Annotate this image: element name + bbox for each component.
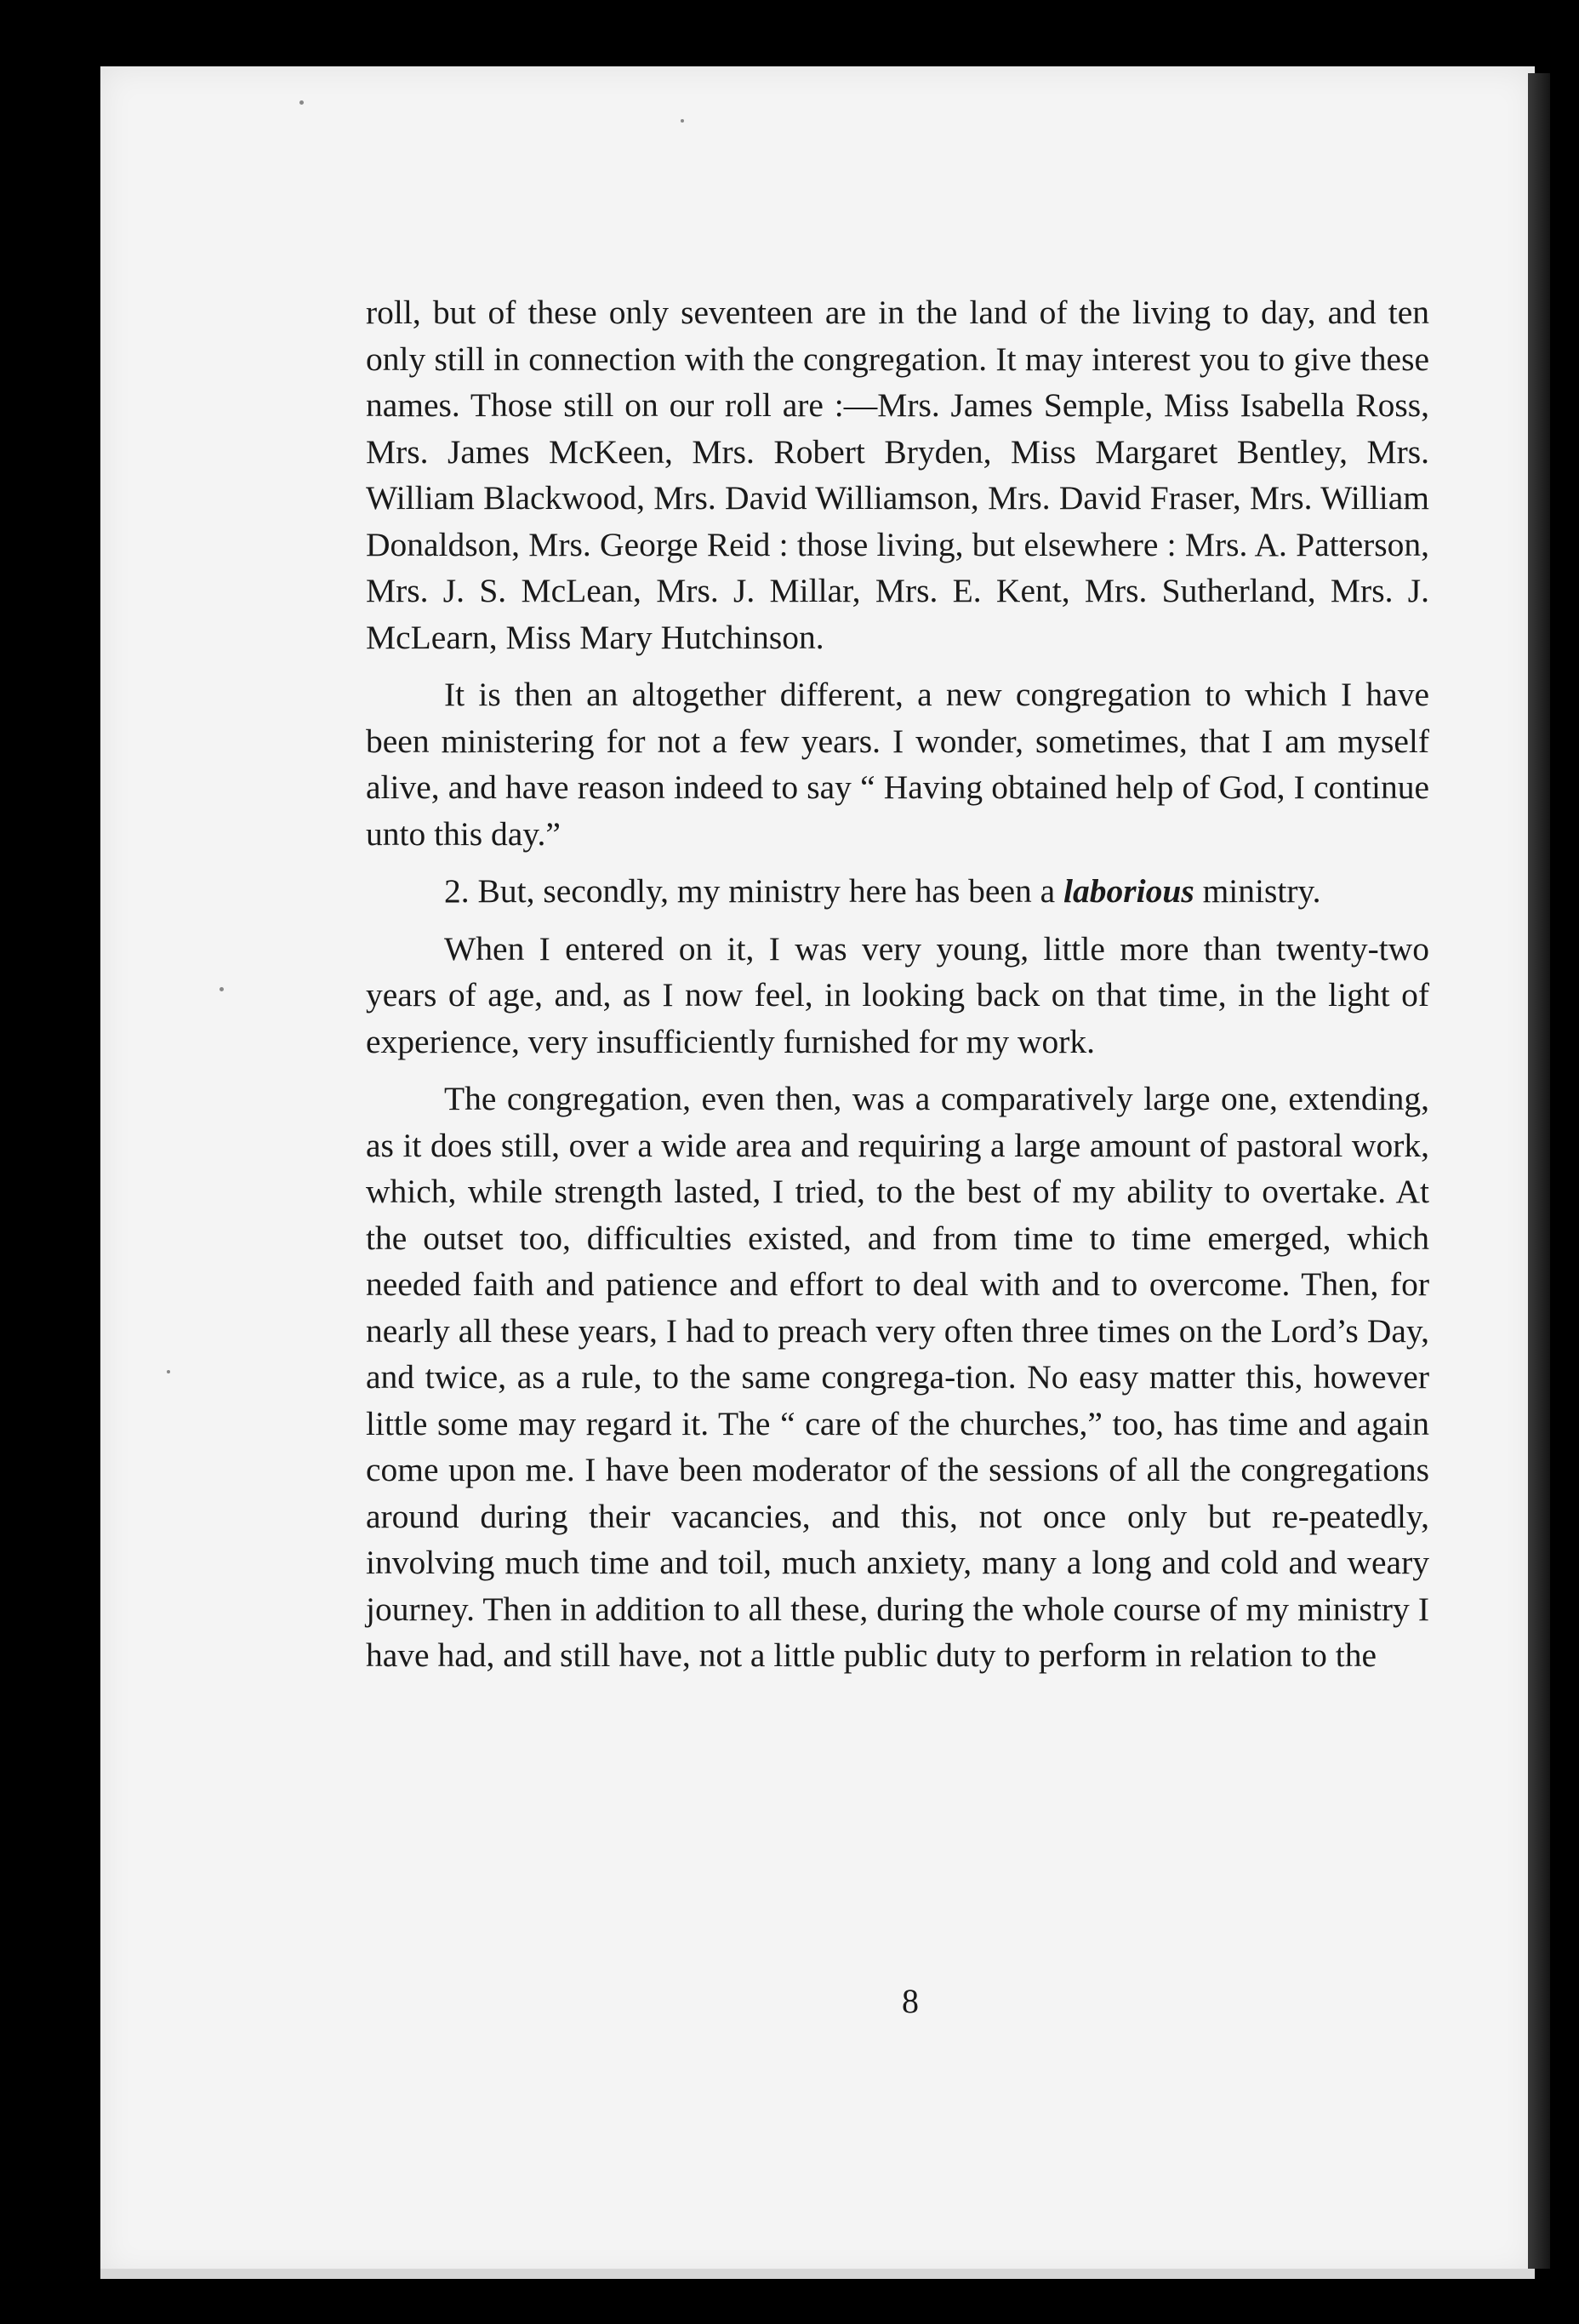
paragraph: When I entered on it, I was very young, little more than twenty-two years of age, and, as I now feel, in looking back on that time, in the light of experience, very insufficiently furnished for my work. <box>366 929 1429 1060</box>
paragraph: The congregation, even then, was a comparatively large one, extending, as it does still, over a wide area and requiring a large amount of pastoral work, which, while strength lasted, I tried, to the best of my ability to overtake. At the outset too, difficulties existed, and from time to time emerged, which needed faith and patience and effort to deal with and to overcome. Then, for nearly all these years, I had to preach very often three times on the Lord’s Day, and twice, as a rule, to the same congrega-tion. No easy matter this, however little some may regard it. The “ care of the churches,” too, has time and again come upon me. I have been moderator of the sessions of all the congregations around during their vacancies, and this, not once only but re-peatedly, involving much time and toil, much anxiety, many a long and cold and weary journey. Then in addition to all these, during the whole course of my ministry I have had, and still have, not a little public duty to perform in relation to the <box>366 1080 1429 1674</box>
page-number: 8 <box>902 1982 919 2020</box>
emphasized-word: laborious <box>1063 872 1194 910</box>
paragraph: It is then an altogether different, a new congregation to which I have been ministering for not a few years. I wonder, sometimes, that I am myself alive, and have reason indeed to say “ Having obtained help of God, I continue unto this day.” <box>366 676 1429 853</box>
scan-speck <box>299 100 304 105</box>
paragraph-text: 2. But, secondly, my ministry here has been a <box>444 872 1064 910</box>
scan-speck <box>167 1370 170 1373</box>
page-binding-edge <box>1528 73 1550 2269</box>
scan-speck <box>219 987 224 991</box>
page-bottom-edge <box>100 2269 1535 2279</box>
paragraph-text: ministry. <box>1194 872 1321 910</box>
paragraph: roll, but of these only seventeen are in the land of the living to day, and ten only still in connection with the congregation. It may interest you to give these names. Those still on our roll are :—Mrs. James Semple, Miss Isabella Ross, Mrs. James McKeen, Mrs. Robert Bryden, Miss Margaret Bentley, Mrs. William Blackwood, Mrs. David Williamson, Mrs. David Fraser, Mrs. William Donaldson, Mrs. George Reid : those living, but elsewhere : Mrs. A. Patterson, Mrs. J. S. McLean, Mrs. J. Millar, Mrs. E. Kent, Mrs. Sutherland, Mrs. J. McLearn, Miss Mary Hutchinson. <box>366 294 1429 656</box>
scan-speck <box>681 119 684 123</box>
body-text <box>366 289 1429 1690</box>
paragraph <box>366 868 1429 915</box>
